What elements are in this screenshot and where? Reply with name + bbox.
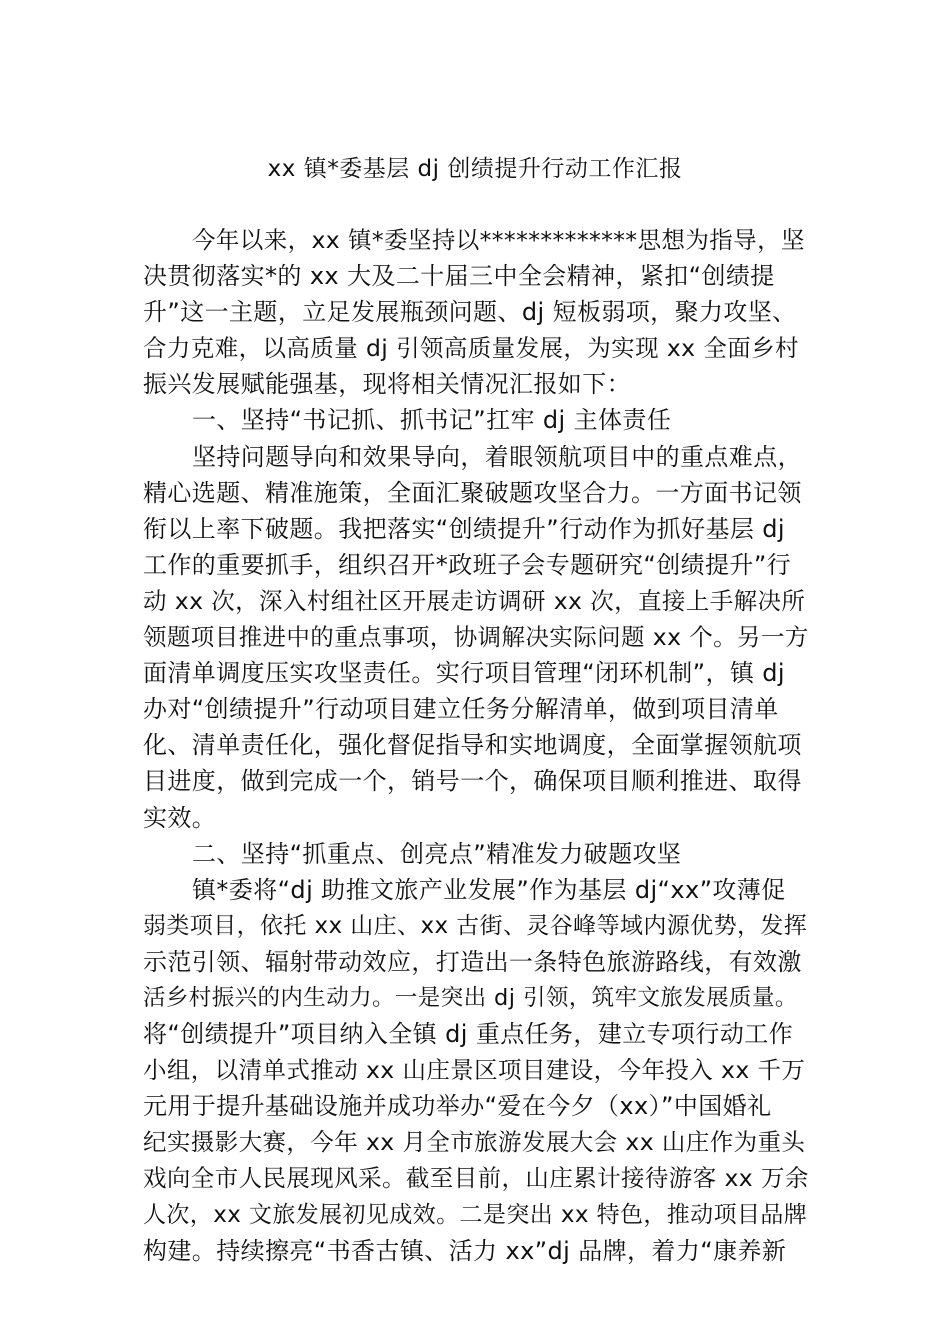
body-line: 面清单调度压实攻坚责任。实行项目管理“闭环机制”，镇 dj [143, 659, 785, 688]
body-line: 坚持问题导向和效果导向，着眼领航项目中的重点难点， [192, 442, 802, 471]
body-line: 元用于提升基础设施并成功举办“爱在今夕（xx）”中国婚礼 [143, 1092, 772, 1121]
body-line: 示范引领、辐射带动效应，打造出一条特色旅游路线，有效激 [143, 947, 802, 976]
body-line: 戏向全市人民展现风采。截至目前，山庄累计接待游客 xx 万余 [143, 1164, 809, 1193]
body-line: 一、坚持“书记抓、抓书记”扛牢 dj 主体责任 [192, 406, 672, 435]
body-line: 决贯彻落实*的 xx 大及二十届三中全会精神，紧扣“创绩提 [143, 262, 775, 291]
body-line: 将“创绩提升”项目纳入全镇 dj 重点任务，建立专项行动工作 [143, 1020, 794, 1049]
body-line: 弱类项目，依托 xx 山庄、xx 古街、灵谷峰等域内源优势，发挥 [143, 912, 808, 939]
body-line: 合力克难，以高质量 dj 引领高质量发展，为实现 xx 全面乡村 [143, 334, 799, 363]
body-line: 化、清单责任化，强化督促指导和实地调度，全面掌握领航项 [143, 731, 802, 760]
body-line: 目进度，做到完成一个，销号一个，确保项目顺利推进、取得 [143, 767, 802, 796]
body-line: 办对“创绩提升”行动项目建立任务分解清单，做到项目清单 [143, 695, 779, 724]
document-title: xx 镇*委基层 dj 创绩提升行动工作汇报 [267, 156, 683, 182]
body-line: 实效。 [143, 803, 217, 832]
body-line: 活乡村振兴的内生动力。一是突出 dj 引领，筑牢文旅发展质量。 [143, 984, 798, 1011]
body-line: 工作的重要抓手，组织召开*政班子会专题研究“创绩提升”行 [143, 550, 792, 579]
document-body [143, 222, 811, 1269]
body-line: 精心选题、精准施策，全面汇聚破题攻坚合力。一方面书记领 [143, 478, 802, 507]
body-line: 构建。持续擦亮“书香古镇、活力 xx”dj 品牌，着力“康养新 [143, 1236, 787, 1265]
body-line: 小组，以清单式推动 xx 山庄景区项目建设，今年投入 xx 千万 [143, 1056, 806, 1085]
body-line: 升”这一主题，立足发展瓶颈问题、dj 短板弱项，聚力攻坚、 [143, 298, 797, 327]
body-line: 镇*委将“dj 助推文旅产业发展”作为基层 dj“xx”攻薄促 [192, 875, 786, 904]
body-line: 纪实摄影大赛，今年 xx 月全市旅游发展大会 xx 山庄作为重头 [143, 1128, 806, 1157]
body-line: 人次，xx 文旅发展初见成效。二是突出 xx 特色，推动项目品牌 [143, 1201, 808, 1228]
body-line: 今年以来，xx 镇*委坚持以*************思想为指导，坚 [192, 226, 805, 254]
body-line: 衔以上率下破题。我把落实“创绩提升”行动作为抓好基层 dj [143, 514, 785, 543]
body-line: 动 xx 次，深入村组社区开展走访调研 xx 次，直接上手解决所 [143, 586, 806, 615]
body-line: 领题项目推进中的重点事项，协调解决实际问题 xx 个。另一方 [143, 623, 809, 652]
body-line: 振兴发展赋能强基，现将相关情况汇报如下： [143, 370, 631, 399]
body-line: 二、坚持“抓重点、创亮点”精准发力破题攻坚 [192, 839, 682, 868]
